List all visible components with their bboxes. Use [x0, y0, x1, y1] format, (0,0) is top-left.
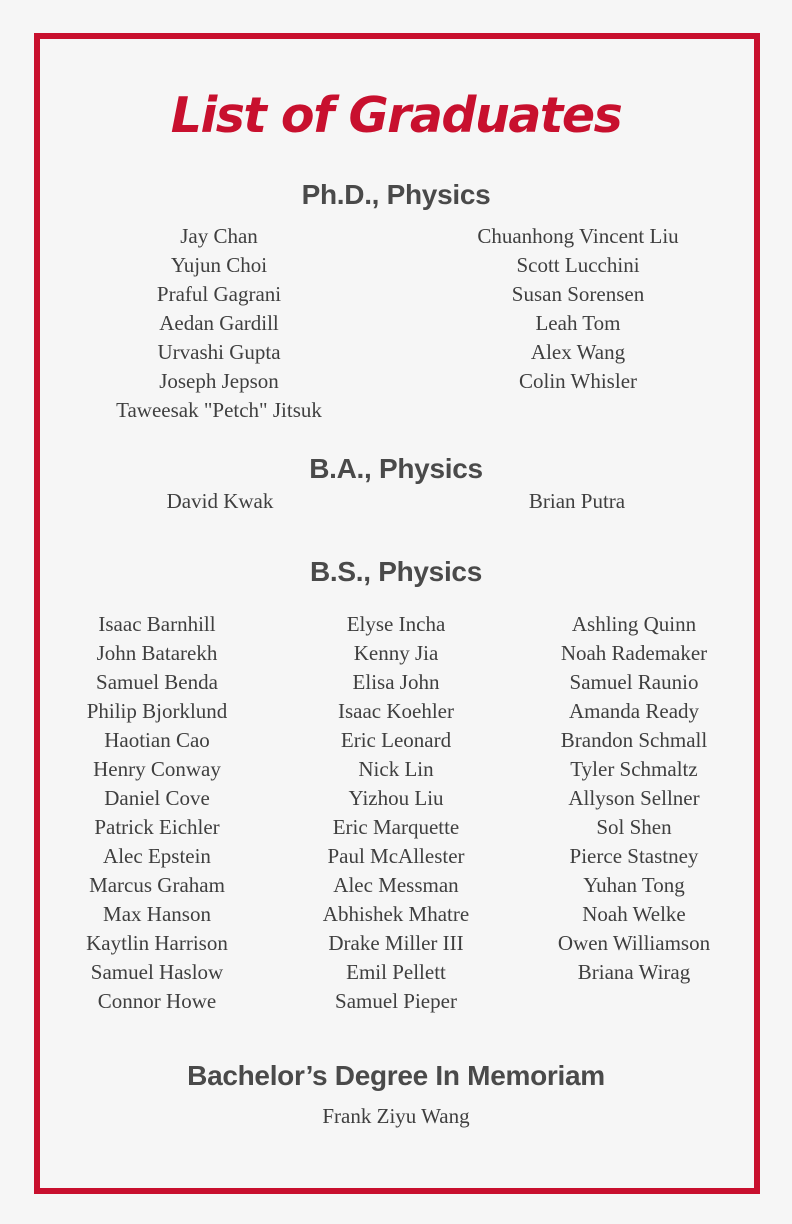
graduate-name: Jay Chan: [180, 224, 258, 248]
graduate-name: Samuel Haslow: [90, 960, 224, 984]
graduate-name: Isaac Barnhill: [98, 612, 216, 636]
graduate-name: Alec Epstein: [103, 844, 211, 868]
graduate-name: Brandon Schmall: [560, 728, 708, 752]
graduate-name: Owen Williamson: [557, 931, 711, 955]
graduate-name: Eric Marquette: [332, 815, 460, 839]
graduate-name: Pierce Stastney: [569, 844, 699, 868]
graduate-name: Allyson Sellner: [568, 786, 700, 810]
bs-list-col2: [296, 610, 496, 1016]
graduate-name: Samuel Pieper: [335, 989, 457, 1013]
graduate-name: Praful Gagrani: [156, 282, 282, 306]
graduate-name: Susan Sorensen: [511, 282, 645, 306]
graduate-name: Noah Welke: [582, 902, 686, 926]
phd-list-right: [446, 222, 710, 396]
graduate-name: Daniel Cove: [104, 786, 210, 810]
ba-heading: B.A., Physics: [309, 453, 483, 484]
graduate-name: Haotian Cao: [104, 728, 210, 752]
graduate-name: Drake Miller III: [328, 931, 464, 955]
graduate-name: Henry Conway: [93, 757, 221, 781]
graduate-name: Marcus Graham: [89, 873, 225, 897]
graduate-name: Ashling Quinn: [571, 612, 697, 636]
graduate-name: Leah Tom: [535, 311, 621, 335]
graduate-name: Joseph Jepson: [159, 369, 279, 393]
graduate-name: Emil Pellett: [346, 960, 446, 984]
graduate-name: Eric Leonard: [340, 728, 452, 752]
graduate-name: Nick Lin: [358, 757, 434, 781]
graduate-name: Urvashi Gupta: [157, 340, 281, 364]
graduate-name: Philip Bjorklund: [86, 699, 228, 723]
graduate-name: Isaac Koehler: [337, 699, 454, 723]
graduate-name: Kenny Jia: [353, 641, 439, 665]
graduate-name: Yujun Choi: [170, 253, 268, 277]
graduate-name: Scott Lucchini: [516, 253, 640, 277]
graduate-name: Elisa John: [352, 670, 440, 694]
graduate-name: Aedan Gardill: [159, 311, 279, 335]
graduate-name: Connor Howe: [97, 989, 217, 1013]
memoriam-heading: Bachelor’s Degree In Memoriam: [187, 1060, 605, 1091]
graduate-name: Alex Wang: [530, 340, 626, 364]
graduate-name: Colin Whisler: [518, 369, 638, 393]
phd-list-left: [98, 222, 340, 425]
graduate-name: Alec Messman: [333, 873, 459, 897]
graduate-name: Taweesak "Petch" Jitsuk: [116, 398, 322, 422]
ba-name-right: Brian Putra: [528, 489, 626, 513]
bs-list-col3: [534, 610, 734, 987]
graduate-name: Noah Rademaker: [560, 641, 708, 665]
graduate-name: Elyse Incha: [346, 612, 446, 636]
graduate-name: John Batarekh: [96, 641, 218, 665]
memoriam-name: Frank Ziyu Wang: [322, 1104, 470, 1128]
graduate-name: Samuel Raunio: [569, 670, 699, 694]
graduate-name: Yizhou Liu: [348, 786, 444, 810]
graduate-name: Amanda Ready: [568, 699, 700, 723]
graduate-name: Chuanhong Vincent Liu: [477, 224, 679, 248]
graduate-name: Kaytlin Harrison: [86, 931, 228, 955]
graduate-name: Max Hanson: [103, 902, 211, 926]
graduate-name: Samuel Benda: [96, 670, 218, 694]
graduate-name: Abhishek Mhatre: [322, 902, 470, 926]
graduate-name: Paul McAllester: [327, 844, 465, 868]
phd-heading: Ph.D., Physics: [301, 179, 491, 210]
graduate-name: Tyler Schmaltz: [570, 757, 698, 781]
graduate-name: Yuhan Tong: [583, 873, 685, 897]
graduate-name: Patrick Eichler: [94, 815, 220, 839]
graduate-name: Briana Wirag: [577, 960, 691, 984]
ba-name-left: David Kwak: [166, 489, 274, 513]
page-title: List of Graduates: [170, 87, 622, 144]
bs-heading: B.S., Physics: [310, 556, 482, 587]
graduate-name: Sol Shen: [596, 815, 672, 839]
bs-list-col1: [57, 610, 257, 1016]
